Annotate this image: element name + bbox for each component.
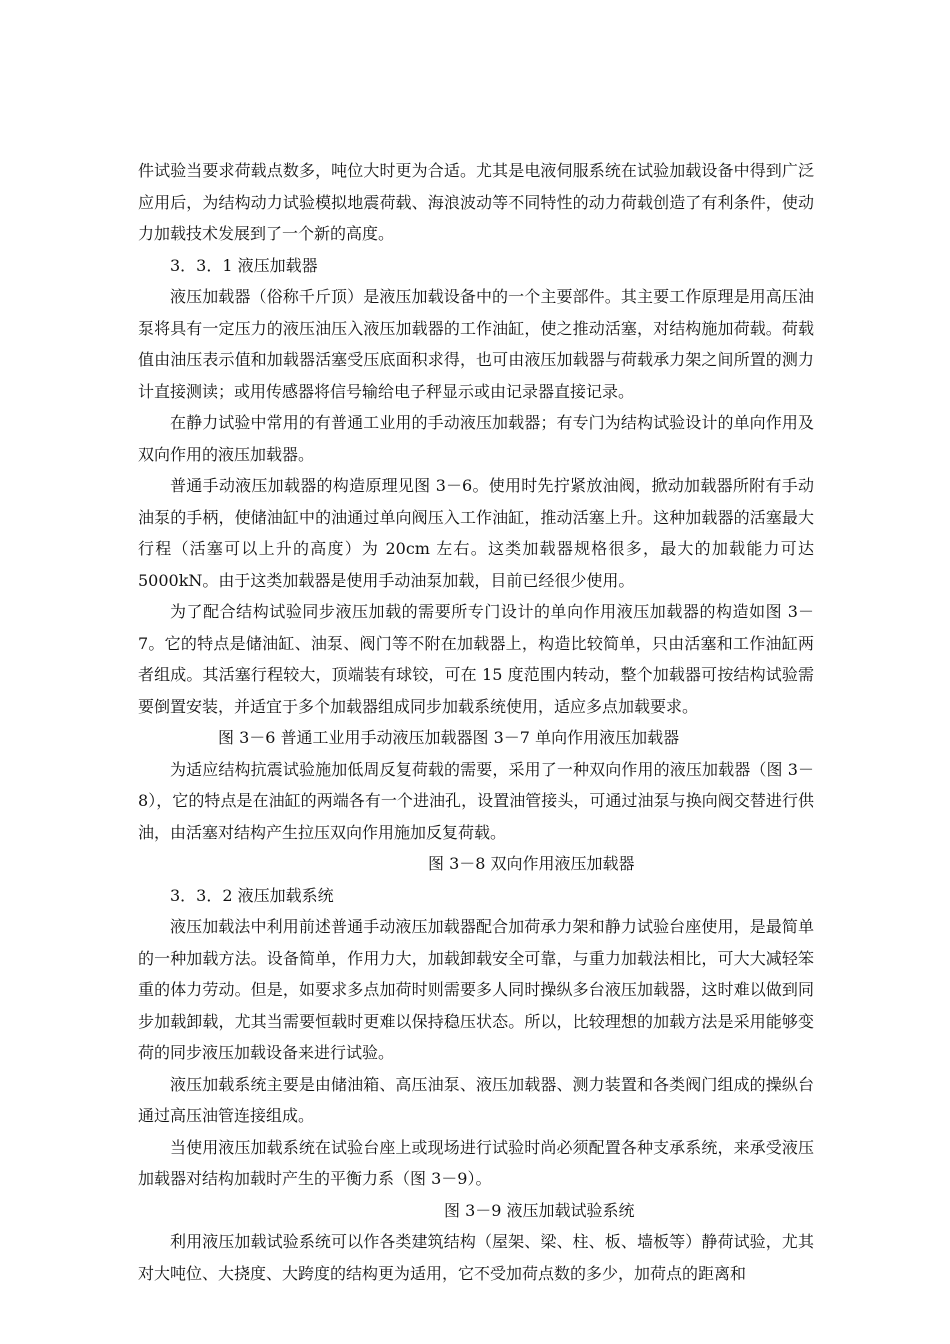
paragraph-single-acting-jack: 为了配合结构试验同步液压加载的需要所专门设计的单向作用液压加载器的构造如图 3－7。它的特点是储油缸、油泵、阀门等不附在加载器上，构造比较简单，只由活塞和工作油缸两者组成。其活塞行程较大，顶端装有球铰，可在 15 度范围内转动，整个加载器可按结构试验需要倒置安装，并适宜于多个加载器组成同步加载系统使用，适应多点加载要求。 bbox=[138, 602, 814, 716]
document-body bbox=[138, 155, 814, 1289]
paragraph-system-applications: 利用液压加载试验系统可以作各类建筑结构（屋架、梁、柱、板、墙板等）静荷试验，尤其对大吨位、大挠度、大跨度的结构更为适用，它不受加荷点数的多少，加荷点的距离和 bbox=[138, 1232, 814, 1283]
figure-caption-3-8: 图 3－8 双向作用液压加载器 bbox=[428, 854, 635, 873]
section-heading-3-3-1: 3．3．1 液压加载器 bbox=[170, 255, 318, 275]
paragraph-system-components: 液压加载系统主要是由储油箱、高压油泵、液压加载器、测力装置和各类阀门组成的操纵台通过高压油管连接组成。 bbox=[138, 1074, 814, 1125]
paragraph-loading-method: 液压加载法中利用前述普通手动液压加载器配合加荷承力架和静力试验台座使用，是最简单的一种加载方法。设备简单，作用力大，加载卸载安全可靠，与重力加载法相比，可大大减轻笨重的体力劳动。但是，如要求多点加荷时则需要多人同时操纵多台液压加载器，这时难以做到同步加载卸载，尤其当需要恒载时更难以保持稳压状态。所以，比较理想的加载方法是采用能够变荷的同步液压加载设备来进行试验。 bbox=[138, 917, 814, 1062]
paragraph-continued: 件试验当要求荷载点数多，吨位大时更为合适。尤其是电液伺服系统在试验加载设备中得到广泛应用后，为结构动力试验模拟地震荷载、海浪波动等不同特性的动力荷载创造了有利条件，使动力加载技术发展到了一个新的高度。 bbox=[138, 161, 814, 243]
figure-caption-3-9: 图 3－9 液压加载试验系统 bbox=[444, 1200, 635, 1220]
figure-caption-3-6-3-7: 图 3－6 普通工业用手动液压加载器图 3－7 单向作用液压加载器 bbox=[218, 728, 680, 747]
paragraph-static-test-jacks: 在静力试验中常用的有普通工业用的手动液压加载器；有专门为结构试验设计的单向作用及双向作用的液压加载器。 bbox=[138, 413, 814, 464]
paragraph-manual-jack: 普通手动液压加载器的构造原理见图 3－6。使用时先拧紧放油阀，掀动加载器所附有手动油泵的手柄，使储油缸中的油通过单向阀压入工作油缸，推动活塞上升。这种加载器的活塞最大行程（活塞可以上升的高度）为 20cm 左右。这类加载器规格很多，最大的加载能力可达 5000kN。由于这类加载器是使用手动油泵加载，目前已经很少使用。 bbox=[138, 476, 814, 590]
section-heading-3-3-2: 3．3．2 液压加载系统 bbox=[170, 885, 334, 905]
paragraph-hydraulic-jack-principle: 液压加载器（俗称千斤顶）是液压加载设备中的一个主要部件。其主要工作原理是用高压油泵将具有一定压力的液压油压入液压加载器的工作油缸，使之推动活塞，对结构施加荷载。荷载值由油压表示值和加载器活塞受压底面积求得，也可由液压加载器与荷载承力架之间所置的测力计直接测读；或用传感器将信号输给电子秤显示或由记录器直接记录。 bbox=[138, 287, 814, 401]
paragraph-support-system: 当使用液压加载系统在试验台座上或现场进行试验时尚必须配置各种支承系统，来承受液压加载器对结构加载时产生的平衡力系（图 3－9）。 bbox=[138, 1137, 814, 1188]
paragraph-double-acting-jack: 为适应结构抗震试验施加低周反复荷载的需要，采用了一种双向作用的液压加载器（图 3－8），它的特点是在油缸的两端各有一个进油孔，设置油管接头，可通过油泵与换向阀交替进行供油，由活塞对结构产生拉压双向作用施加反复荷载。 bbox=[138, 759, 814, 842]
